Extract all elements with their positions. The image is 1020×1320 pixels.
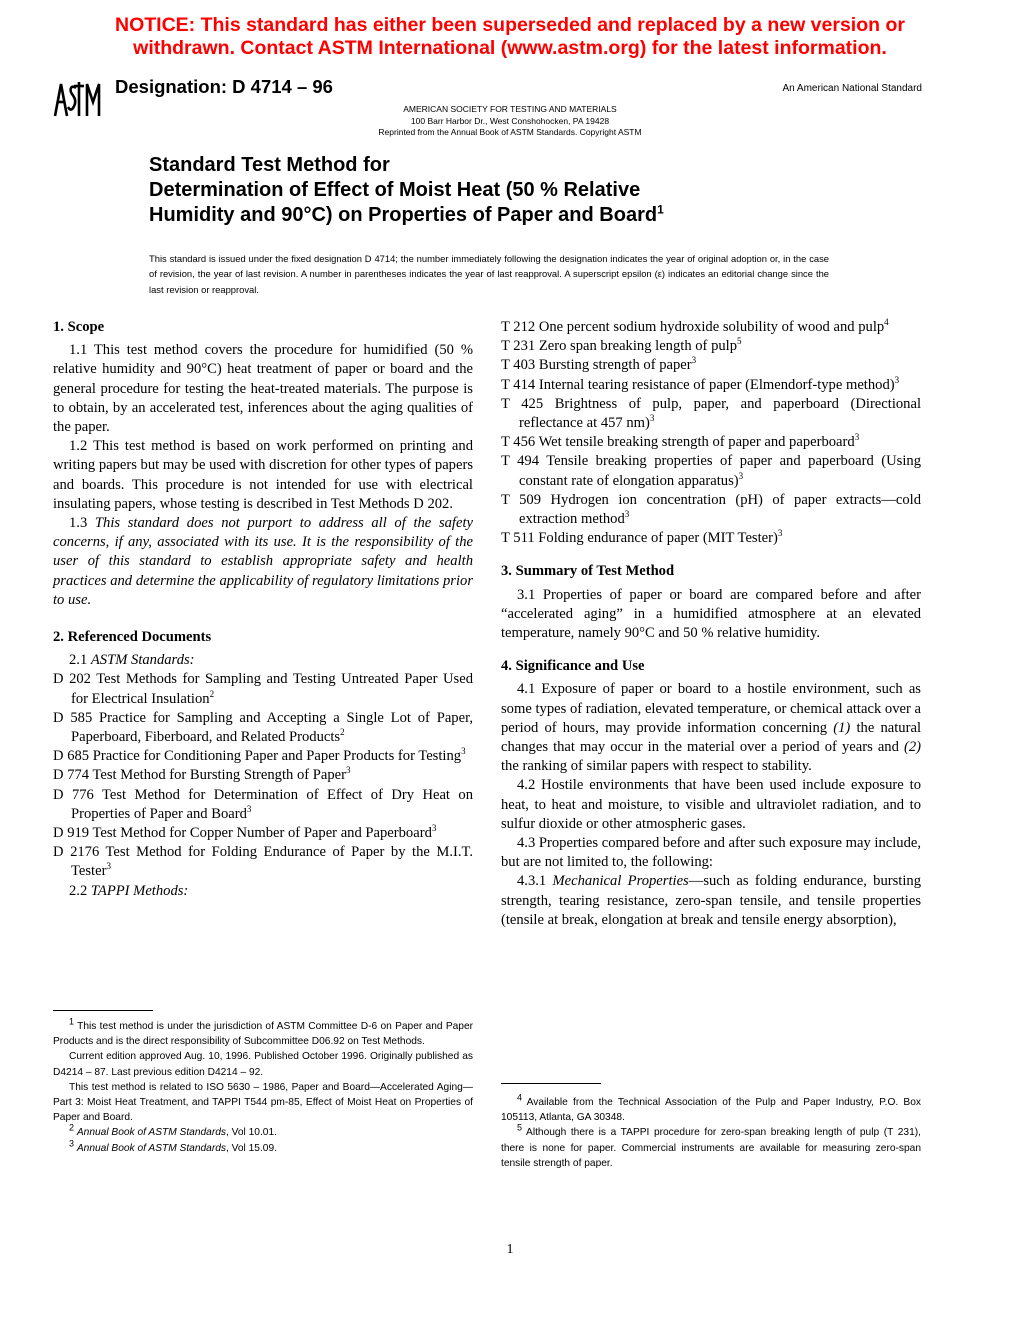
notice-line-2: withdrawn. Contact ASTM International (www.astm.org) for the latest information.: [133, 37, 887, 59]
paragraph-1-3: 1.3 This standard does not purport to address all of the safety concerns, if any, associated with its use. It is the responsibility of the user of this standard to establish appropriate safety and health practices and determine the applicability of regulatory limitations prior to use.: [53, 515, 473, 608]
reprint-note: Reprinted from the Annual Book of ASTM Standards. Copyright ASTM: [378, 127, 642, 137]
american-national-standard: An American National Standard: [782, 83, 922, 94]
section-heading-referenced: 2. Referenced Documents: [53, 629, 212, 646]
tappi-reference-item: T 511 Folding endurance of paper (MIT Tester)$^3$: [501, 528, 783, 547]
tappi-reference-item: T 509 Hydrogen ion concentration (pH) of paper extracts—cold extraction method$^3$: [501, 491, 921, 528]
notice-banner: [0, 14, 1020, 60]
right-column: [501, 318, 921, 930]
footnote-1-related: This test method is related to ISO 5630 – 1986, Paper and Board—Accelerated Aging—Part 3: Moist Heat Treatment, and TAPPI T544 pm-85, Effect of Moist Heat on Properties of Paper and Board.: [53, 1081, 473, 1124]
paragraph-4-1: 4.1 Exposure of paper or board to a hostile environment, such as some types of radiation, elevated temperature, or chemical attack over a period of hours, may provide information concerning (1) the natural changes that may occur in the material over a period of years and (2) the ranking of similar papers with respect to stability.: [501, 681, 921, 775]
paragraph-3-1: 3.1 Properties of paper or board are compared before and after “accelerated aging” in a humidified atmosphere at an elevated temperature, namely 90°C and 50 % relative humidity.: [501, 586, 921, 642]
society-address: 100 Barr Harbor Dr., West Conshohocken, PA 19428: [410, 115, 610, 126]
footnotes-right: [501, 1092, 921, 1171]
tappi-reference-item: T 231 Zero span breaking length of pulp$^5$: [501, 336, 742, 355]
tappi-reference-item: T 212 One percent sodium hydroxide solubility of wood and pulp$^4$: [501, 317, 889, 335]
astm-reference-item: D 202 Test Methods for Sampling and Testing Untreated Paper Used for Electrical Insulation$^2$: [53, 671, 473, 707]
astm-reference-item: D 919 Test Method for Copper Number of Paper and Paperboard$^3$: [53, 823, 437, 842]
astm-standards-list: [53, 670, 473, 881]
tappi-reference-item: T 414 Internal tearing resistance of paper (Elmendorf-type method)$^3$: [501, 374, 900, 393]
section-heading-summary: 3. Summary of Test Method: [501, 563, 675, 580]
footnote-rule-right: [501, 1083, 601, 1084]
footnote-rule-left: [53, 1010, 153, 1011]
title-line-1: Standard Test Method for: [149, 154, 390, 176]
astm-reference-item: D 776 Test Method for Determination of Effect of Dry Heat on Properties of Paper and Board$^3$: [53, 786, 473, 822]
section-heading-scope: 1. Scope: [53, 319, 105, 335]
left-column: [53, 318, 473, 901]
issuance-note: This standard is issued under the fixed designation D 4714; the number immediately following the designation indicates the year of original adoption or, in the case of revision, the year of last revision. A number in parentheses indicates the year of last reapproval. A superscript epsilon (ε) indicates an editorial change since the last revision or reapproval.: [149, 253, 829, 295]
page-number: 1: [506, 1242, 514, 1257]
paragraph-1-2: 1.2 This test method is based on work performed on printing and writing papers but may be used with discretion for other types of papers and boards. This procedure is not intended for use with electrical insulating papers, whose testing is described in Test Methods D 202.: [53, 438, 473, 512]
tappi-methods-label: 2.2 TAPPI Methods:: [69, 882, 189, 899]
astm-standards-label: 2.1 ASTM Standards:: [69, 652, 195, 669]
tappi-reference-item: T 403 Bursting strength of paper$^3$: [501, 355, 697, 374]
paragraph-4-2: 4.2 Hostile environments that have been used include exposure to heat, to heat and moisture, to visible and ultraviolet radiation, and to sulfur dioxide or other atmospheric gases.: [501, 777, 921, 832]
title-line-3: Humidity and 90°C) on Properties of Paper and Board$^1$: [149, 202, 664, 226]
astm-reference-item: D 685 Practice for Conditioning Paper and Paper Products for Testing$^3$: [53, 746, 466, 765]
footnote-4: $^4$ Available from the Technical Association of the Pulp and Paper Industry, P.O. Box 105113, Atlanta, GA 30348.: [501, 1092, 921, 1124]
footnote-5: $^5$ Although there is a TAPPI procedure for zero-span breaking length of pulp (T 231), there is none for paper. Commercial instruments are available for measuring zero-span tensile strength of paper.: [501, 1123, 921, 1169]
astm-reference-item: D 2176 Test Method for Folding Endurance of Paper by the M.I.T. Tester$^3$: [53, 844, 473, 880]
title-line-2: Determination of Effect of Moist Heat (50 % Relative: [149, 179, 641, 201]
paragraph-4-3: 4.3 Properties compared before and after such exposure may include, but are not limited to, the following:: [501, 835, 922, 871]
section-heading-significance: 4. Significance and Use: [501, 658, 645, 675]
tappi-methods-list: [501, 318, 921, 548]
paragraph-1-1: 1.1 This test method covers the procedure for humidified (50 % relative humidity and 90°C) heat treatment of paper or board and the general procedure for testing the heat-treated materials. The purpose is to obtain, by an accelerated test, inferences about the aging qualities of the paper.: [53, 342, 473, 436]
footnote-1-approval: Current edition approved Aug. 10, 1996. Published October 1996. Originally published as D4214 – 87. Last previous edition D4214 – 92.: [53, 1051, 473, 1078]
society-name: AMERICAN SOCIETY FOR TESTING AND MATERIALS: [403, 104, 617, 114]
notice-line-1: NOTICE: This standard has either been superseded and replaced by a new version or: [115, 14, 905, 36]
tappi-reference-item: T 456 Wet tensile breaking strength of paper and paperboard$^3$: [501, 432, 860, 451]
title-footnote-mark: 1: [657, 202, 664, 217]
astm-reference-item: D 585 Practice for Sampling and Accepting a Single Lot of Paper, Paperboard, Fiberboard, and Related Products$^2$: [53, 709, 473, 746]
footnote-3: $^3$ Annual Book of ASTM Standards, Vol 15.09.: [69, 1138, 277, 1154]
footnote-1: $^1$ This test method is under the jurisdiction of ASTM Committee D-6 on Paper and Paper Products and is the direct responsibility of Subcommittee D06.92 on Test Methods.: [53, 1016, 473, 1048]
paragraph-4-3-1: 4.3.1 Mechanical Properties—such as folding endurance, bursting strength, tearing resistance, zero-span tensile, and tensile properties (tensile at break, elongation at break and tensile energy absorption),: [501, 873, 921, 928]
footnote-2: $^2$ Annual Book of ASTM Standards, Vol 10.01.: [69, 1123, 277, 1139]
designation: Designation: D 4714 – 96: [115, 76, 333, 97]
astm-reference-item: D 774 Test Method for Bursting Strength of Paper$^3$: [53, 765, 351, 784]
tappi-reference-item: T 494 Tensile breaking properties of paper and paperboard (Using constant rate of elongation apparatus)$^3$: [501, 453, 921, 489]
tappi-reference-item: T 425 Brightness of pulp, paper, and paperboard (Directional reflectance at 457 nm)$^3$: [501, 395, 921, 432]
footnotes-left: [53, 1016, 473, 1156]
document-title: [149, 153, 664, 228]
society-block: [0, 104, 1020, 139]
